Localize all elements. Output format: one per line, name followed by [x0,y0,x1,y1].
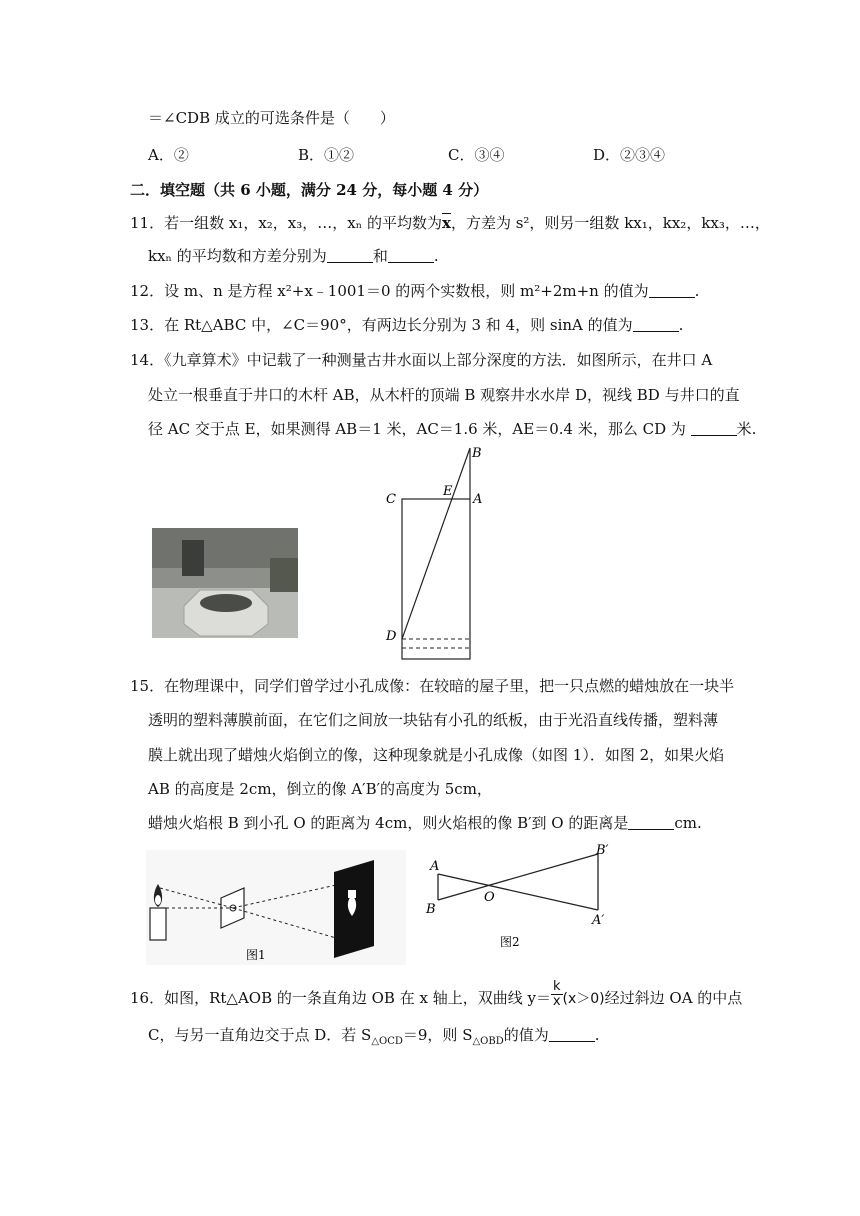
figure-1 [146,850,406,965]
q11-text-b: ，方差为 s²，则另一组数 kx₁，kx₂，kx₃，…， [450,214,770,232]
answer-blank [549,1027,595,1042]
q16-text-b: 经过斜边 OA 的中点 [604,989,743,1007]
label-b: B [426,902,436,917]
fraction-num: k [552,978,561,994]
q10-tail: ＝∠CDB 成立的可选条件是（ ） [148,109,395,127]
figure-2 [420,840,620,955]
answer-blank [691,421,737,436]
label-o: O [484,890,495,905]
q16-text-a: 16．如图，Rt△AOB 的一条直角边 OB 在 x 轴上，双曲线 y＝ [130,989,551,1007]
q15-line2: 透明的塑料薄膜前面，在它们之间放一块钻有小孔的纸板，由于光沿直线传播，塑料薄 [148,711,719,729]
q16-text-d: ＝9，则 S [402,1026,473,1044]
label-a: A [430,859,440,874]
q16-text-e: 的值为 [503,1026,549,1044]
answer-blank [633,317,679,332]
q15-line4: AB 的高度是 2cm，倒立的像 A′B′的高度为 5cm， [148,780,492,798]
label-d: D [386,629,397,644]
q16-line1 [130,978,743,1009]
q16-text-c: C，与另一直角边交于点 D．若 S [148,1026,372,1044]
q14-line2: 处立一根垂直于井口的木杆 AB，从木杆的顶端 B 观察井水水岸 D，视线 BD 与井口的直 [148,386,740,404]
answer-blank [388,248,434,263]
option-d: D．②③④ [593,146,666,164]
option-b: B．①② [298,146,355,164]
answer-blank [628,815,674,830]
q12 [130,281,699,301]
q11-line2 [148,246,439,266]
option-c: C．③④ [448,146,505,164]
q14-line1: 14．《九章算术》中记载了一种测量古井水面以上部分深度的方法．如图所示，在井口 A [130,351,713,369]
q13-text: 13．在 Rt△ABC 中，∠C＝90°，有两边长分别为 3 和 4，则 sinA 的值为 [130,316,633,334]
answer-blank [649,283,695,298]
well-diagram [378,440,498,665]
x-bar: $\overline{x}$ [442,214,451,232]
option-a: A．② [148,146,189,164]
q11-text-a: 11．若一组数 x₁，x₂，x₃，…，xₙ 的平均数为 [130,214,442,232]
well-mouth [200,594,252,612]
fraction [551,980,563,1009]
q11-line1 [130,213,770,233]
q13-end: . [678,316,684,334]
q16-line2 [148,1025,600,1052]
q14-text: 径 AC 交于点 E，如果测得 AB＝1 米，AC＝1.6 米，AE＝0.4 米，那么 CD 为 [148,420,686,438]
label-b: B [472,446,482,461]
q15-text: 蜡烛火焰根 B 到小孔 O 的距离为 4cm，则火焰根的像 B′到 O 的距离是 [148,814,629,832]
q14-line3 [148,419,756,439]
well-photo [152,528,298,638]
sub-ocd: △OCD [371,1036,403,1047]
label-b-prime: B′ [596,843,609,858]
stone-tablet [182,540,204,576]
q13 [130,315,683,335]
q15-line5 [148,813,702,833]
q12-text: 12．设 m、n 是方程 x²+x﹣1001＝0 的两个实数根，则 m²+2m+n 的值为 [130,282,649,300]
sight-line-bd [402,448,470,639]
fraction-den: x [552,993,561,1009]
q11-text-end: . [433,247,439,265]
q12-end: . [694,282,700,300]
section-title: 二．填空题（共 6 小题，满分 24 分，每小题 4 分） [130,181,489,199]
label-a-prime: A′ [592,913,605,928]
q15-line3: 膜上就出现了蜡烛火焰倒立的像，这种现象就是小孔成像（如图 1）．如图 2，如果火焰 [148,746,725,764]
label-a: A [473,492,483,507]
sub-obd: △OBD [472,1036,504,1047]
label-c: C [386,492,396,507]
fig1-caption: 图1 [246,948,266,962]
q15-end: cm. [674,814,702,832]
label-e: E [443,484,453,499]
fig2-caption: 图2 [500,935,520,949]
q11-text-mid: 和 [372,247,388,265]
well-outline [402,499,470,659]
q16-cond: (x＞0) [562,991,605,1007]
q16-end: . [594,1026,600,1044]
q15-line1: 15．在物理课中，同学们曾学过小孔成像：在较暗的屋子里，把一只点燃的蜡烛放在一块半 [130,677,735,695]
q14-end: 米. [736,420,757,438]
answer-blank [327,248,373,263]
q11-text-c: kxₙ 的平均数和方差分别为 [148,247,327,265]
candle [150,908,166,940]
